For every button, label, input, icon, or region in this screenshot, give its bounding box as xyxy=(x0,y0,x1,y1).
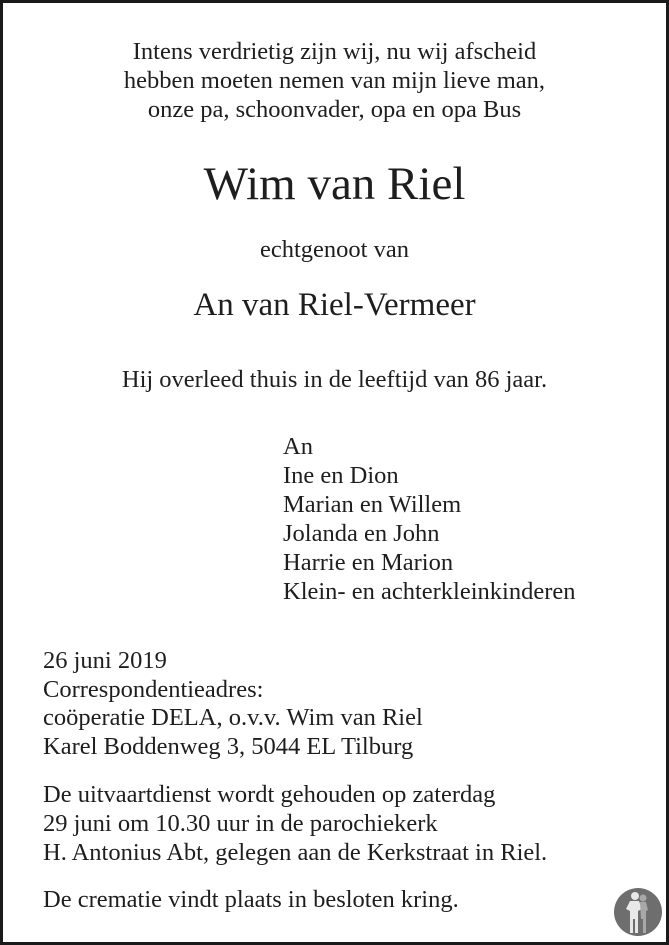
death-note: Hij overleed thuis in de leeftijd van 86 jaar. xyxy=(121,366,548,393)
address-line: coöperatie DELA, o.v.v. Wim van Riel xyxy=(43,704,423,731)
service-line: H. Antonius Abt, gelegen aan de Kerkstraat in Riel. xyxy=(43,839,548,866)
address-line: Karel Boddenweg 3, 5044 EL Tilburg xyxy=(43,733,414,760)
family-member: Harrie en Marion xyxy=(283,549,454,576)
family-member: Marian en Willem xyxy=(283,491,462,518)
embracing-figures-logo-icon xyxy=(613,887,663,937)
service-line: 29 juni om 10.30 uur in de parochiekerk xyxy=(43,810,438,837)
family-member: Klein- en achterkleinkinderen xyxy=(283,578,576,605)
family-member: An xyxy=(283,433,313,460)
cremation-note: De crematie vindt plaats in besloten kring. xyxy=(43,886,459,913)
service-line: De uitvaartdienst wordt gehouden op zaterdag xyxy=(43,781,496,808)
intro-line: Intens verdrietig zijn wij, nu wij afscheid xyxy=(132,38,537,65)
intro-line: hebben moeten nemen van mijn lieve man, xyxy=(123,67,546,94)
deceased-name: Wim van Riel xyxy=(203,158,466,210)
family-member: Jolanda en John xyxy=(283,520,440,547)
relation-text: echtgenoot van xyxy=(260,236,409,263)
family-member: Ine en Dion xyxy=(283,462,399,489)
spouse-name: An van Riel-Vermeer xyxy=(193,287,476,323)
date-line: 26 juni 2019 xyxy=(43,647,167,674)
intro-line: onze pa, schoonvader, opa en opa Bus xyxy=(147,96,522,123)
address-line: Correspondentieadres: xyxy=(43,676,264,703)
